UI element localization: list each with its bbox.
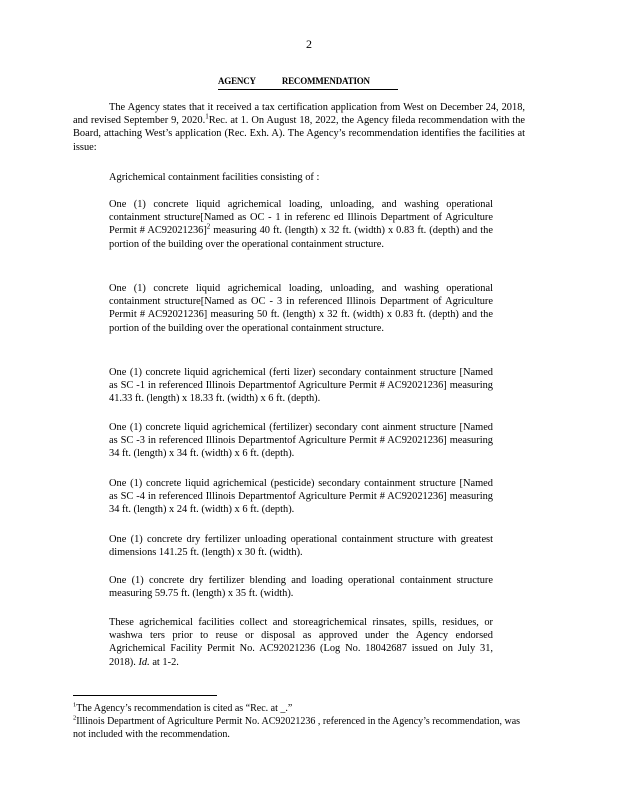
intro-paragraph <box>73 101 525 154</box>
facility-item-dry-unloading: One (1) concrete dry fertilizer unloading operational containment structure with greatest dimensions 141.25 ft. (length) x 30 ft. (width). <box>109 534 493 559</box>
summary-id-cite: Id. <box>138 656 150 668</box>
footnote-divider <box>73 695 217 696</box>
footnote-2-mark: 2 <box>73 714 77 722</box>
facilities-summary <box>109 616 493 669</box>
intro-text-b: Rec. at 1. On August 18, 2022, the Agency fileda recommendation with the Board, attaching West’s application (Rec. Exh. A). The Agency’s recommendation identifies the facilities at issue: <box>73 115 525 153</box>
footnote-1-text: The Agency’s recommendation is cited as “Rec. at _.” <box>76 703 293 714</box>
facility-item-sc3: One (1) concrete liquid agrichemical (fertilizer) secondary cont ainment structure [Named as SC -3 in referenced Illinois Departmentof Agriculture Permit # AC92021236] measuring 34 ft. (length) x 34 ft. (width) x 6 ft. (depth). <box>109 422 493 460</box>
facility-item-sc1: One (1) concrete liquid agrichemical (ferti lizer) secondary containment structure [Named as SC -1 in referenced Illinois Departmentof Agriculture Permit # AC92021236] measuring 41.33 ft. (length) x 18.33 ft. (width) x 6 ft. (depth). <box>109 367 493 405</box>
facilities-lead: Agrichemical containment facilities consisting of : <box>109 172 320 183</box>
footnote-1 <box>73 703 525 716</box>
facility-item-oc1 <box>109 198 493 251</box>
page-number: 2 <box>306 37 312 51</box>
facility-item-sc4: One (1) concrete liquid agrichemical (pesticide) secondary containment structure [Named as SC -4 in referenced Illinois Departmentof Agriculture Permit # AC92021236] measuring 34 ft. (length) x 24 ft. (width) x 6 ft. (depth). <box>109 478 493 516</box>
facility-item-dry-blending: One (1) concrete dry fertilizer blending and loading operational containment structure measuring 59.75 ft. (length) x 35 ft. (width). <box>109 575 493 600</box>
footnote-1-mark: 1 <box>73 701 77 709</box>
oc1-text-a: One (1) concrete liquid agrichemical loading, unloading, and washing operational containment structure[Named as OC - 1 in referenc ed Illinois Department of Agriculture Permit # AC92021236] <box>109 199 493 237</box>
heading-word-agency: AGENCY <box>218 76 256 86</box>
oc1-text-b: measuring 40 ft. (length) x 32 ft. (width) x 0.83 ft. (depth) and the portion of the building over the operational containment structure. <box>109 225 493 250</box>
summary-text-b: at 1-2. <box>149 656 179 668</box>
footnote-ref-1: 1 <box>205 112 209 121</box>
facility-item-oc3: One (1) concrete liquid agrichemical loading, unloading, and washing operational containment structure[Named as OC - 3 in referenced Illinois Department of Agriculture Permit # AC92021236] measuring 50 ft. (length) x 32 ft. (width) x 0.83 ft. (depth) and the portion of the building over the operational containment structure. <box>109 283 493 334</box>
footnote-2 <box>73 716 525 741</box>
footnote-ref-2: 2 <box>206 222 211 231</box>
intro-text-a: The Agency states that it received a tax certification application from West on December 24, 2018, and revised September 9, 2020. <box>73 102 525 127</box>
heading-word-recommendation: RECOMMENDATION <box>281 76 370 86</box>
section-heading <box>218 75 398 90</box>
summary-text-a: These agrichemical facilities collect and storeagrichemical rinsates, spills, residues, or washwa ters prior to reuse or disposal as approved under the Agency endorsed Agrichemical Facility Permit No. AC92021236 (Log No. 18042687 issued on July 31, 2018). <box>109 617 493 668</box>
footnote-2-text: Illinois Department of Agriculture Permit No. AC92021236 , referenced in the Agency’s recommendation, was not included with the recommendation. <box>73 716 521 740</box>
